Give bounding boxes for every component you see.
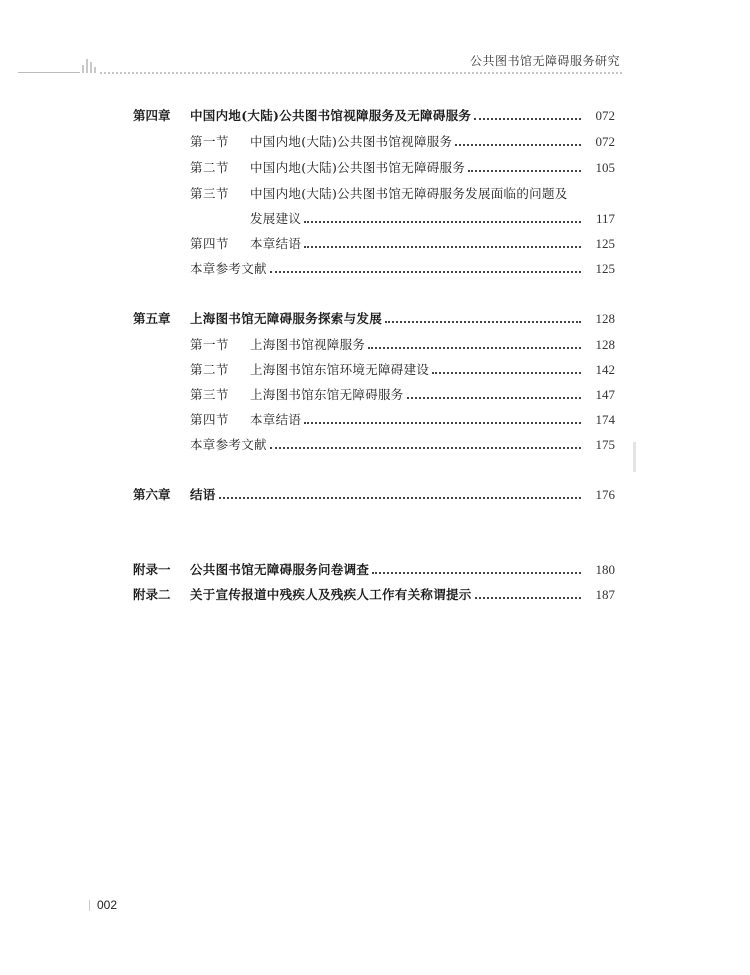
dot-leader bbox=[385, 321, 581, 323]
section-number: 第二节 bbox=[190, 362, 230, 377]
dot-leader bbox=[407, 397, 581, 399]
dot-leader bbox=[304, 246, 581, 248]
section-number: 第二节 bbox=[190, 160, 230, 175]
page-number: 128 bbox=[595, 311, 615, 326]
dot-leader bbox=[270, 271, 581, 273]
toc-entry-chapter-5[interactable] bbox=[133, 307, 615, 327]
dot-leader bbox=[270, 447, 581, 449]
toc-entry-appendix-1[interactable] bbox=[133, 558, 615, 578]
dot-leader bbox=[372, 572, 581, 574]
section-title-continued: 发展建议 bbox=[250, 211, 302, 226]
page-number: 142 bbox=[595, 362, 615, 377]
dot-leader bbox=[219, 497, 581, 499]
page-number: 176 bbox=[595, 487, 615, 502]
page-number: 180 bbox=[595, 562, 615, 577]
scan-mark bbox=[633, 442, 636, 472]
references-title: 本章参考文献 bbox=[190, 261, 267, 276]
dot-leader bbox=[368, 347, 581, 349]
toc-entry-section[interactable] bbox=[190, 358, 615, 378]
dot-leader bbox=[468, 170, 581, 172]
section-number: 第四节 bbox=[190, 236, 230, 251]
dot-leader bbox=[455, 144, 581, 146]
dot-leader bbox=[475, 597, 581, 599]
section-title: 上海图书馆东馆无障碍服务 bbox=[250, 387, 404, 402]
footer-ornament bbox=[89, 900, 96, 911]
page-number: 117 bbox=[595, 211, 615, 226]
chapter-number: 第五章 bbox=[133, 311, 171, 326]
section-number: 第四节 bbox=[190, 412, 230, 427]
running-title: 公共图书馆无障碍服务研究 bbox=[469, 54, 620, 68]
appendix-number: 附录一 bbox=[133, 562, 171, 577]
page-number: 072 bbox=[595, 134, 615, 149]
page-number: 072 bbox=[595, 108, 615, 123]
section-title: 上海图书馆东馆环境无障碍建设 bbox=[250, 362, 430, 377]
appendix-title: 公共图书馆无障碍服务问卷调查 bbox=[190, 562, 370, 577]
toc-entry-references[interactable] bbox=[190, 433, 615, 453]
page-number: 128 bbox=[595, 337, 615, 352]
section-title: 本章结语 bbox=[250, 236, 302, 251]
toc-entry-section[interactable] bbox=[190, 156, 615, 176]
page-number: 175 bbox=[595, 437, 615, 452]
appendix-title: 关于宣传报道中残疾人及残疾人工作有关称谓提示 bbox=[190, 587, 472, 602]
section-title: 中国内地(大陆)公共图书馆视障服务 bbox=[250, 134, 453, 149]
page-number: 147 bbox=[595, 387, 615, 402]
chapter-number: 第六章 bbox=[133, 487, 171, 502]
page-number: 187 bbox=[595, 587, 615, 602]
page-number: 125 bbox=[595, 236, 615, 251]
folio-page-number: 002 bbox=[97, 898, 118, 912]
chapter-title: 上海图书馆无障碍服务探索与发展 bbox=[190, 311, 383, 326]
toc-entry-section[interactable] bbox=[190, 232, 615, 252]
section-number: 第一节 bbox=[190, 134, 230, 149]
toc-entry-section[interactable] bbox=[190, 130, 615, 150]
section-number: 第三节 bbox=[190, 387, 230, 402]
chapter-title: 中国内地(大陆)公共图书馆视障服务及无障碍服务 bbox=[190, 108, 472, 123]
running-header bbox=[0, 0, 750, 80]
dot-leader bbox=[474, 118, 581, 120]
section-title: 中国内地(大陆)公共图书馆无障碍服务发展面临的问题及 bbox=[250, 186, 568, 201]
toc-entry-appendix-2[interactable] bbox=[133, 583, 615, 603]
section-title: 本章结语 bbox=[250, 412, 302, 427]
section-title: 上海图书馆视障服务 bbox=[250, 337, 366, 352]
section-title: 中国内地(大陆)公共图书馆无障碍服务 bbox=[250, 160, 466, 175]
header-dotted-rule bbox=[100, 72, 622, 74]
header-rule bbox=[18, 72, 80, 73]
toc-entry-chapter-6[interactable] bbox=[133, 483, 615, 503]
chapter-number: 第四章 bbox=[133, 108, 171, 123]
references-title: 本章参考文献 bbox=[190, 437, 267, 452]
toc-entry-section[interactable] bbox=[190, 333, 615, 353]
toc-entry-section[interactable] bbox=[190, 383, 615, 403]
page-number: 105 bbox=[595, 160, 615, 175]
dot-leader bbox=[304, 422, 581, 424]
toc-entry-section[interactable] bbox=[190, 182, 615, 202]
section-number: 第三节 bbox=[190, 186, 230, 201]
chapter-title: 结语 bbox=[190, 487, 216, 502]
toc-entry-references[interactable] bbox=[190, 257, 615, 277]
toc-entry-chapter-4[interactable] bbox=[133, 104, 615, 124]
page-number: 125 bbox=[595, 261, 615, 276]
toc-entry-continuation[interactable] bbox=[250, 207, 615, 227]
page-number: 174 bbox=[595, 412, 615, 427]
toc-entry-section[interactable] bbox=[190, 408, 615, 428]
appendix-number: 附录二 bbox=[133, 587, 171, 602]
dot-leader bbox=[432, 372, 581, 374]
section-number: 第一节 bbox=[190, 337, 230, 352]
dot-leader bbox=[304, 221, 581, 223]
